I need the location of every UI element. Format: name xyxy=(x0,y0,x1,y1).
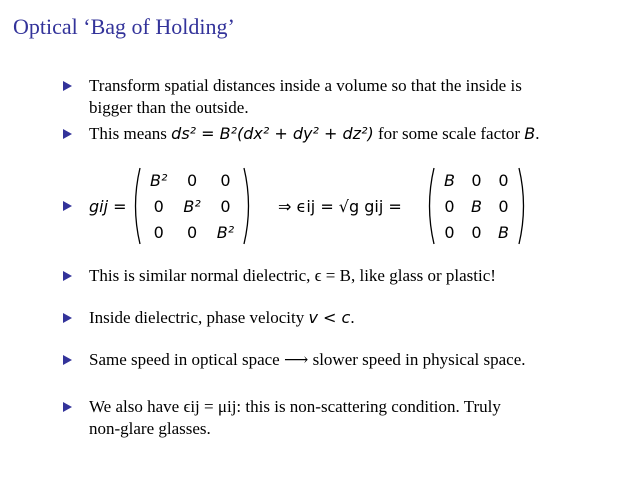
metric-equation xyxy=(62,166,622,246)
matrix-1-cell: 0 xyxy=(220,170,231,190)
metric-middle-text: ⇒ ϵij = √g gij = xyxy=(278,196,402,216)
bullet-arrow-icon xyxy=(62,129,72,139)
bullet-arrow-icon xyxy=(62,271,72,281)
bullet-1-line-2: bigger than the outside. xyxy=(89,98,249,117)
matrix-2-cell: 0 xyxy=(471,170,482,190)
bullet-2 xyxy=(89,123,609,145)
matrix-2-cell: 0 xyxy=(444,222,455,242)
bullet-4: This is similar normal dielectric, ϵ = B, like glass or plastic! xyxy=(89,266,496,285)
matrix-2-cell: B xyxy=(497,222,509,242)
matrix-2-table xyxy=(436,167,517,245)
bullet-arrow-icon xyxy=(62,402,72,412)
right-paren-icon xyxy=(242,166,254,246)
metric-lhs xyxy=(89,166,127,246)
matrix-2-cell: B xyxy=(470,196,482,216)
bullet-2-variable: B xyxy=(524,124,536,143)
bullet-7 xyxy=(89,396,609,440)
matrix-1-cell: 0 xyxy=(186,170,198,190)
bullet-2-end: . xyxy=(535,124,540,143)
right-paren-icon xyxy=(517,166,529,246)
bullet-2-formula: ds² = B²(dx² + dy² + dz²) xyxy=(171,124,374,143)
matrix-2-cell: B xyxy=(444,170,455,190)
matrix-1-cell: 0 xyxy=(153,196,164,216)
matrix-2-cell: 0 xyxy=(498,170,509,190)
bullet-2-suffix: for some scale factor xyxy=(373,124,525,143)
bullet-6: Same speed in optical space ⟶ slower speed in physical space. xyxy=(89,350,526,369)
matrix-1-cell: B² xyxy=(216,222,235,242)
matrix-2-cell: 0 xyxy=(471,222,482,242)
bullet-2-prefix: This means xyxy=(89,124,172,143)
matrix-1-table xyxy=(142,167,242,245)
bullet-arrow-icon xyxy=(62,313,72,323)
bullet-arrow-icon xyxy=(62,81,72,91)
bullet-7-line-2: non-glare glasses. xyxy=(89,419,211,438)
metric-lhs-text: gij = xyxy=(89,196,127,216)
bullet-arrow-icon xyxy=(62,355,72,365)
matrix-1-cell: 0 xyxy=(153,222,164,242)
matrix-1-cell: 0 xyxy=(220,196,231,216)
matrix-2-cell: 0 xyxy=(498,196,509,216)
matrix-1 xyxy=(130,166,254,246)
matrix-1-cell: B² xyxy=(183,196,201,216)
bullet-5-end: . xyxy=(350,308,355,327)
slide-title: Optical ‘Bag of Holding’ xyxy=(13,14,235,39)
bullet-5-prefix: Inside dielectric, phase velocity xyxy=(89,308,309,327)
matrix-2 xyxy=(424,166,529,246)
metric-middle xyxy=(278,166,402,246)
matrix-2-cell: 0 xyxy=(444,196,455,216)
left-paren-icon xyxy=(424,166,436,246)
bullet-5 xyxy=(89,307,609,329)
matrix-1-cell: B² xyxy=(150,170,168,190)
matrix-1-cell: 0 xyxy=(186,222,198,242)
bullet-1-line-1: Transform spatial distances inside a volume so that the inside is xyxy=(89,76,522,95)
bullet-5-formula: v < c xyxy=(308,308,351,327)
left-paren-icon xyxy=(130,166,142,246)
bullet-1 xyxy=(89,75,609,119)
bullet-7-line-1: We also have ϵij = μij: this is non-scattering condition. Truly xyxy=(89,397,501,416)
